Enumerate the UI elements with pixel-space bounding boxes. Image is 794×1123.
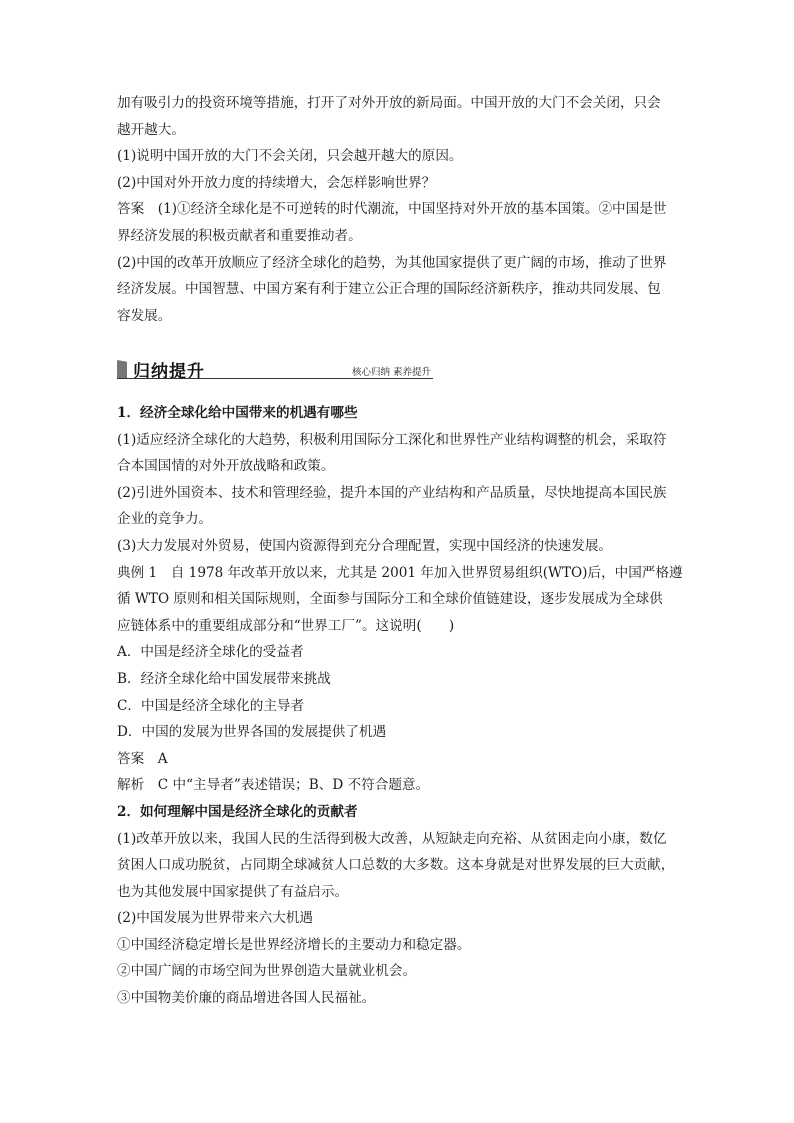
- answer-line: (2)中国的改革开放顺应了经济全球化的趋势，为其他国家提供了更广阔的市场，推动了世界: [117, 254, 667, 271]
- example-stem: 应链体系中的重要组成部分和“世界工厂”。这说明( ): [117, 617, 455, 634]
- text-line: (1)适应经济全球化的大趋势，积极利用国际分工深化和世界性产业结构调整的机会，采取符: [117, 431, 667, 448]
- section-header-bar: [117, 356, 433, 382]
- text-line: ②中国广阔的市场空间为世界创造大量就业机会。: [117, 963, 417, 980]
- section-title: 归纳提升: [133, 362, 205, 382]
- question-2: (2)中国对外开放力度的持续增大，会怎样影响世界？: [117, 174, 436, 191]
- text-line: (2)中国发展为世界带来六大机遇: [117, 910, 313, 927]
- example-stem: 典例 1 自 1978 年改革开放以来，尤其是 2001 年加入世界贸易组织(WTO)后，中国严格遵: [117, 564, 683, 581]
- example-stem: 循 WTO 原则和相关国际规则，全面参与国际分工和全球价值链建设，逐步发展成为全球供: [117, 591, 663, 608]
- option-a: A．中国是经济全球化的受益者: [117, 644, 304, 661]
- section-underline: [117, 378, 433, 379]
- answer-line: 经济发展。中国智慧、中国方案有利于建立公正合理的国际经济新秩序，推动共同发展、包: [117, 281, 661, 298]
- section-subtitle: 核心归纳 素养提升: [351, 367, 431, 378]
- top-text-block: [117, 90, 687, 329]
- text-line: 也为其他发展中国家提供了有益启示。: [117, 883, 349, 900]
- option-c: C．中国是经济全球化的主导者: [117, 697, 305, 714]
- text-line: ③中国物美价廉的商品增进各国人民福祉。: [117, 990, 376, 1007]
- heading-1: 1．经济全球化给中国带来的机遇有哪些: [117, 405, 358, 421]
- question-1: (1)说明中国开放的大门不会关闭，只会越开越大的原因。: [117, 148, 463, 165]
- analysis: 解析 C 中“主导者”表述错误；B、D 不符合题意。: [117, 777, 430, 794]
- option-b: B．经济全球化给中国发展带来挑战: [117, 670, 331, 687]
- summary-block: [117, 400, 687, 1012]
- text-line: 越开越大。: [117, 121, 185, 138]
- section-marker-icon: [117, 360, 127, 378]
- text-line: 企业的竞争力。: [117, 511, 213, 528]
- text-line: 加有吸引力的投资环境等措施，打开了对外开放的新局面。中国开放的大门不会关闭，只会: [117, 95, 661, 111]
- answer: 答案 A: [117, 750, 168, 767]
- text-line: 合本国国情的对外开放战略和政策。: [117, 458, 335, 475]
- answer-line: 界经济发展的积极贡献者和重要推动者。: [117, 227, 362, 244]
- answer-line: 容发展。: [117, 307, 172, 324]
- text-line: 贫困人口成功脱贫，占同期全球减贫人口总数的大多数。这本身就是对世界发展的巨大贡献，: [117, 857, 675, 874]
- text-line: (3)大力发展对外贸易，使国内资源得到充分合理配置，实现中国经济的快速发展。: [117, 537, 613, 554]
- text-line: (2)引进外国资本、技术和管理经验，提升本国的产业结构和产品质量，尽快地提高本国民族: [117, 484, 667, 501]
- option-d: D．中国的发展为世界各国的发展提供了机遇: [117, 724, 387, 741]
- heading-2: 2．如何理解中国是经济全球化的贡献者: [117, 803, 358, 820]
- answer-line: 答案 (1)①经济全球化是不可逆转的时代潮流，中国坚持对外开放的基本国策。②中国是世: [117, 201, 667, 218]
- text-line: ①中国经济稳定增长是世界经济增长的主要动力和稳定器。: [117, 936, 471, 953]
- text-line: (1)改革开放以来，我国人民的生活得到极大改善，从短缺走向充裕、从贫困走向小康，数亿: [117, 830, 667, 847]
